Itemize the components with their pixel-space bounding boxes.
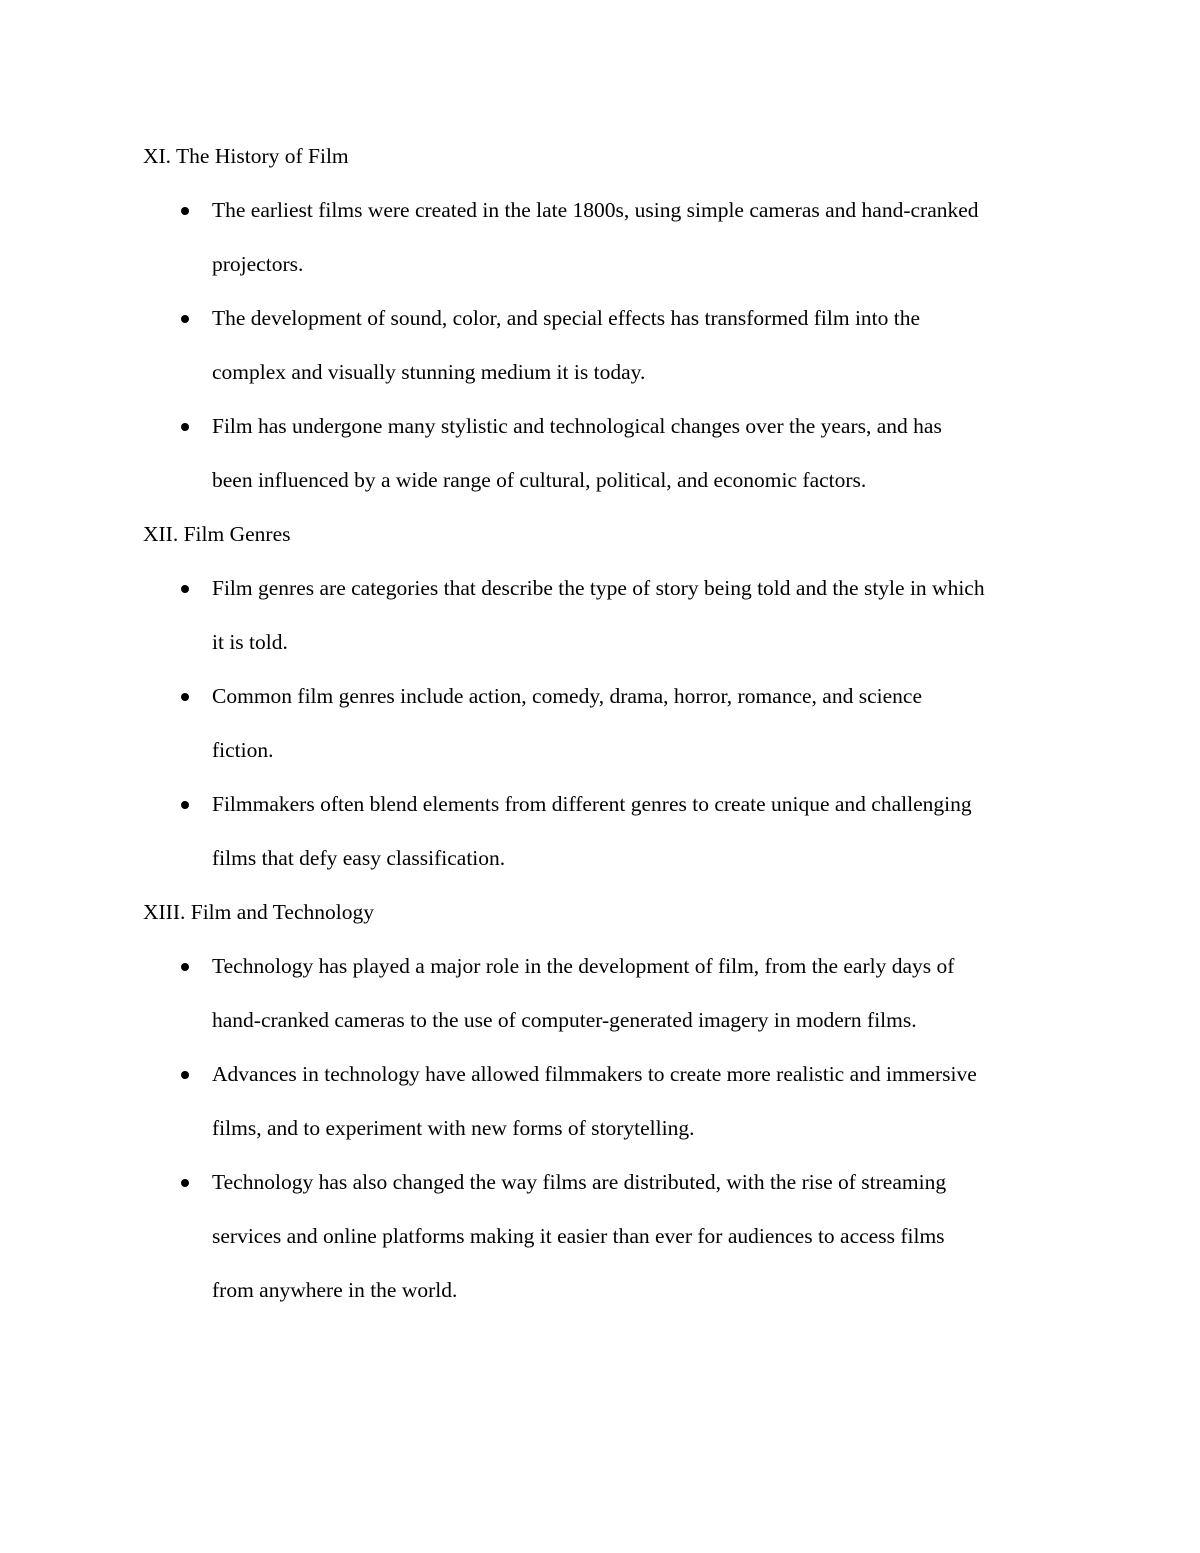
list-item	[143, 777, 1073, 885]
section-heading: XII. Film Genres	[143, 522, 291, 546]
section-film-and-technology	[143, 885, 1073, 1317]
bullet-icon	[181, 207, 189, 215]
bullet-text-line: complex and visually stunning medium it is today.	[212, 360, 646, 384]
bullet-text-line: from anywhere in the world.	[212, 1278, 458, 1302]
bullet-text-line: The earliest films were created in the late 1800s, using simple cameras and hand-cranked	[212, 198, 979, 222]
bullet-text-line: films, and to experiment with new forms of storytelling.	[212, 1116, 695, 1140]
document-body	[143, 129, 1073, 1317]
bullet-icon	[181, 693, 189, 701]
bullet-icon	[181, 423, 189, 431]
bullet-list	[143, 561, 1073, 885]
bullet-text-line: Film has undergone many stylistic and technological changes over the years, and has	[212, 414, 942, 438]
bullet-icon	[181, 801, 189, 809]
bullet-icon	[181, 585, 189, 593]
section-heading: XIII. Film and Technology	[143, 900, 374, 924]
section-film-genres	[143, 507, 1073, 885]
list-item	[143, 399, 1073, 507]
bullet-text-line: Technology has played a major role in the development of film, from the early days of	[212, 954, 955, 978]
bullet-text-line: films that defy easy classification.	[212, 846, 506, 870]
bullet-text-line: The development of sound, color, and special effects has transformed film into the	[212, 306, 921, 330]
section-heading: XI. The History of Film	[143, 144, 349, 168]
bullet-text-line: been influenced by a wide range of cultural, political, and economic factors.	[212, 468, 867, 492]
bullet-text-line: it is told.	[212, 630, 288, 654]
bullet-icon	[181, 315, 189, 323]
bullet-text-line: services and online platforms making it easier than ever for audiences to access films	[212, 1224, 945, 1248]
bullet-icon	[181, 1179, 189, 1187]
list-item	[143, 561, 1073, 669]
bullet-text-line: hand-cranked cameras to the use of computer-generated imagery in modern films.	[212, 1008, 917, 1032]
list-item	[143, 1047, 1073, 1155]
bullet-icon	[181, 1071, 189, 1079]
bullet-list	[143, 939, 1073, 1317]
bullet-text-line: fiction.	[212, 738, 274, 762]
bullet-icon	[181, 963, 189, 971]
section-history-of-film	[143, 129, 1073, 507]
bullet-text-line: Film genres are categories that describe the type of story being told and the style in which	[212, 576, 985, 600]
bullet-text-line: Advances in technology have allowed filmmakers to create more realistic and immersive	[212, 1062, 977, 1086]
bullet-text-line: projectors.	[212, 252, 304, 276]
list-item	[143, 1155, 1073, 1317]
list-item	[143, 291, 1073, 399]
list-item	[143, 669, 1073, 777]
list-item	[143, 939, 1073, 1047]
bullet-text-line: Common film genres include action, comedy, drama, horror, romance, and science	[212, 684, 922, 708]
bullet-list	[143, 183, 1073, 507]
list-item	[143, 183, 1073, 291]
bullet-text-line: Technology has also changed the way films are distributed, with the rise of streaming	[212, 1170, 947, 1194]
bullet-text-line: Filmmakers often blend elements from different genres to create unique and challenging	[212, 792, 972, 816]
